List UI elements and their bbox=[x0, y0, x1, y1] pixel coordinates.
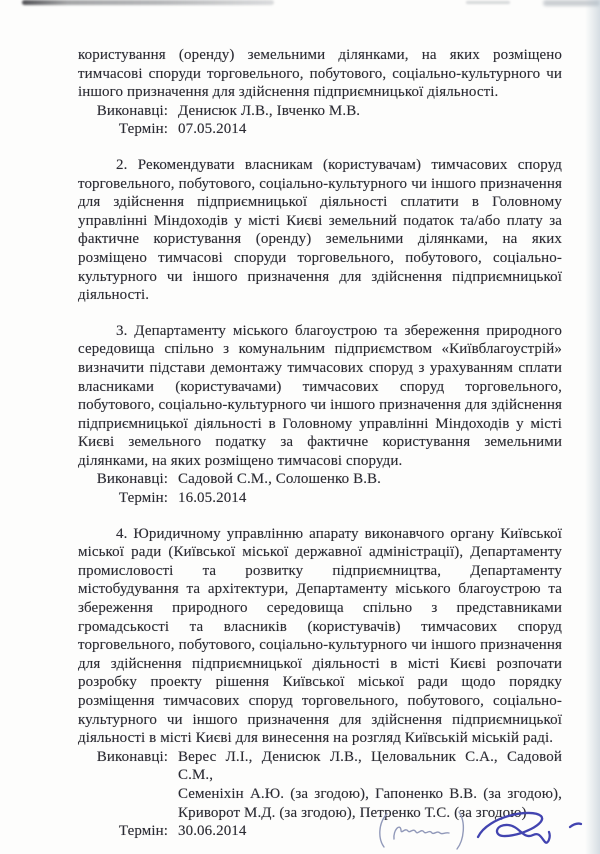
signature-flourish-icon bbox=[478, 813, 581, 843]
document-body bbox=[78, 46, 562, 854]
scan-artifact-top-streak bbox=[22, 0, 274, 5]
paragraph-3: 3. Департаменту міського благоустрою та збереження природного середовища спільно з комунальним підприємством «Київблагоустрій» визначити підстави демонтажу тимчасових споруд з урахуванням сплати власниками (користувачами) тимчасових споруд торговельного, побутового, соціально-культурного чи іншого призначення для здійснення підприємницької діяльності в Головному управлінні Міндоходів у місті Києві земельного податку за фактичне користування земельними ділянками, на яких розміщено тимчасові споруди. bbox=[78, 322, 562, 469]
scan-artifact-top-mark bbox=[466, 1, 510, 4]
term-label: Термін: bbox=[118, 121, 168, 138]
executors-row bbox=[78, 102, 562, 121]
handwritten-signature-icon bbox=[372, 806, 590, 852]
executors-line-1: Верес Л.І., Денисюк Л.В., Целовальник С.А., Садовой С.М., bbox=[178, 748, 562, 784]
scan-edge-shadow bbox=[585, 0, 600, 854]
executors-line-3: Криворот М.Д. (за згодою), Петренко Т.С. (за згодою) bbox=[178, 804, 527, 821]
executors-value: Денисюк Л.В., Івченко М.В. bbox=[178, 102, 361, 119]
signature-area bbox=[372, 806, 590, 852]
section-2 bbox=[78, 156, 562, 305]
term-value: 07.05.2014 bbox=[178, 121, 247, 138]
executors-label: Виконавці: bbox=[96, 102, 168, 119]
term-label: Термін: bbox=[118, 823, 168, 840]
term-row bbox=[78, 120, 562, 139]
handwritten-annotation-icon bbox=[380, 812, 464, 849]
term-value: 16.05.2014 bbox=[178, 490, 247, 507]
paragraph-continuation: користування (оренду) земельними ділянками, на яких розміщено тимчасові споруди торговельного, побутового, соціально-культурного чи іншого призначення для здійснення підприємницької діяльності. bbox=[78, 47, 562, 101]
section-3 bbox=[78, 322, 562, 508]
section-4 bbox=[78, 525, 562, 841]
executors-line-2: Семеніхін А.Ю. (за згодою), Гапоненко В.В. (за згодою), bbox=[178, 785, 562, 802]
section-continuation bbox=[78, 46, 562, 139]
paragraph-4: 4. Юридичному управлінню апарату виконавчого органу Київської міської ради (Київської міської державної адміністрації), Департаменту промисловості та розвитку підприємництва, Департаменту містобудування та архітектури, Департаменту міського благоустрою та збереження природного середовища спільно з представниками громадськості та власників (користувачів) тимчасових споруд торговельного, побутового, соціально-культурного чи іншого призначення для здійснення підприємницької діяльності в місті Києві розпочати розробку проекту рішення Київської міської ради щодо порядку розміщення тимчасових споруд торговельного, побутового, соціально-культурного чи іншого призначення для здійснення підприємницької діяльності в місті Києві для винесення на розгляд Київській міській раді. bbox=[78, 525, 562, 747]
term-label: Термін: bbox=[118, 490, 168, 507]
term-value: 30.06.2014 bbox=[178, 823, 247, 840]
paragraph-2: 2. Рекомендувати власникам (користувачам) тимчасових споруд торговельного, побутового, соціально-культурного чи іншого призначення для здійснення підприємницької діяльності сплатити в Головному управлінні Міндоходів у місті Києві земельний податок та/або плату за фактичне користування (оренду) земельними ділянками, на яких розміщено тимчасові споруди торговельного, побутового, соціально-культурного чи іншого призначення для здійснення підприємницької діяльності. bbox=[78, 156, 562, 304]
executors-value: Садовой С.М., Солошенко В.В. bbox=[178, 471, 382, 488]
executors-row bbox=[78, 470, 562, 489]
term-row bbox=[78, 489, 562, 508]
executors-label: Виконавці: bbox=[96, 471, 168, 488]
executors-label: Виконавці: bbox=[96, 748, 168, 765]
